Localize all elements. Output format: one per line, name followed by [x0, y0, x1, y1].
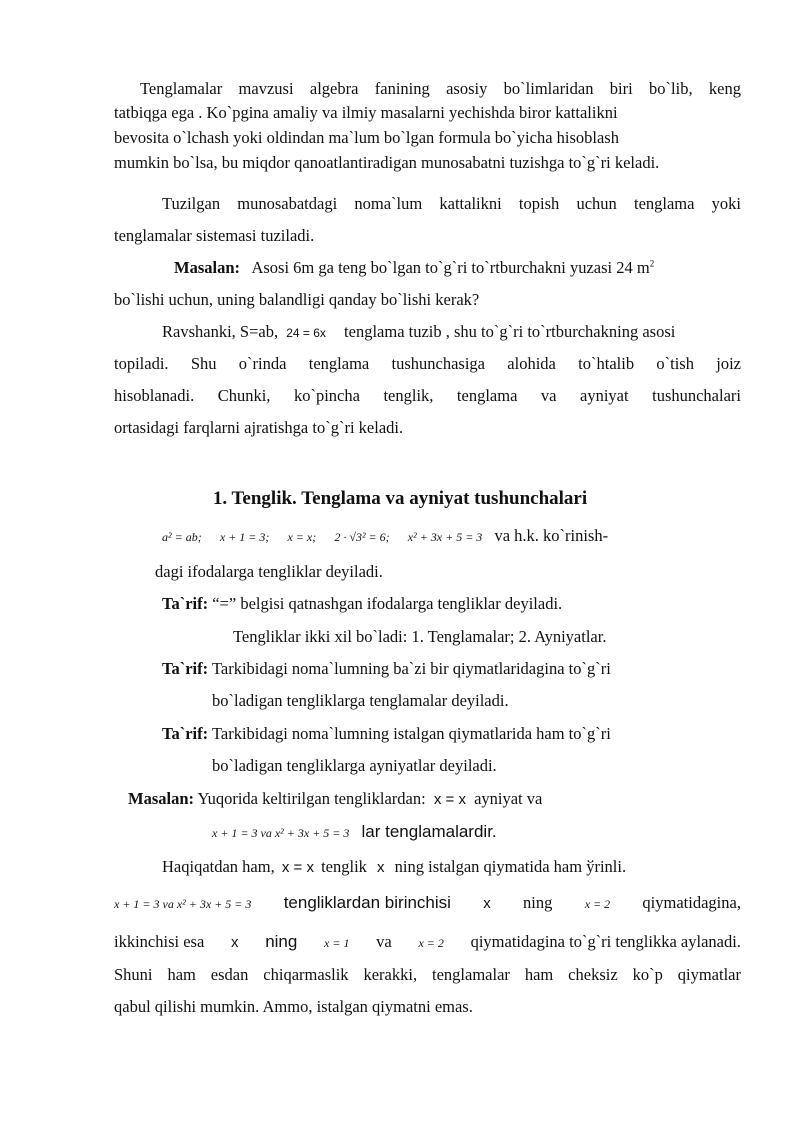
example-problem-line-2: bo`lishi uchun, uning balandligi qanday bo`lishi kerak?	[114, 290, 480, 309]
para4-post: tenglama tuzib , shu to`g`ri to`rtburchakning asosi	[344, 322, 676, 341]
para8-line-1: Shuni ham esdan chiqarmaslik kerakki, tenglamalar ham cheksiz ko`p qiymatlar	[114, 965, 741, 984]
example-2-equations: x + 1 = 3 va x² + 3x + 5 = 3	[212, 826, 350, 840]
example-2-pre: Yuqorida keltirilgan tengliklardan:	[197, 789, 426, 808]
para2-line-2: tenglamalar sistemasi tuziladi.	[114, 226, 315, 245]
para5-line	[162, 857, 741, 878]
definition-2-line-2: bo`ladigan tengliklarga tenglamalar deyiladi.	[212, 691, 509, 710]
section-heading: 1. Tenglik. Tenglama va ayniyat tushunchalari	[212, 488, 588, 509]
para7-x2: x = 2	[418, 936, 444, 950]
example-2-post: ayniyat va	[474, 789, 543, 808]
examples-post: va h.k. ko`rinish-	[494, 526, 609, 545]
para6-t1: tengliklardan birinchisi	[283, 893, 451, 912]
example-2-identity: x = x	[433, 791, 466, 808]
para4-line-4: ortasidagi farqlarni ajratishga to`g`ri keladi.	[114, 418, 404, 437]
para6-line	[114, 893, 741, 914]
example-2-line-2	[212, 822, 741, 843]
para7-t4: qiymatidagina to`g`ri tenglikka aylanadi.	[470, 932, 741, 951]
definition-3-line-1	[162, 724, 741, 744]
para5-var: x	[377, 859, 385, 876]
examples-line-2: dagi ifodalarga tengliklar deyiladi.	[155, 562, 383, 581]
para4-line-3: hisoblanadi. Chunki, ko`pincha tenglik, tenglama va ayniyat tushunchalari	[114, 386, 741, 405]
definition-1-label: Ta`rif:	[162, 594, 209, 613]
para7-t2: ning	[265, 932, 298, 951]
para7-t3: va	[376, 932, 392, 951]
definition-3-text: Tarkibidagi noma`lumning istalgan qiymatlarida ham to`g`ri	[211, 724, 611, 743]
definition-2-label: Ta`rif:	[162, 659, 209, 678]
equality-types: Tengliklar ikki xil bo`ladi: 1. Tenglamalar; 2. Ayniyatlar.	[233, 627, 607, 646]
para8-line-2: qabul qilishi mumkin. Ammo, istalgan qiymatni emas.	[114, 997, 473, 1016]
para5-post: ning istalgan qiymatida ham ўrinli.	[394, 857, 627, 876]
para4-line-2: topiladi. Shu o`rinda tenglama tushunchasiga alohida to`htalib o`tish joiz	[114, 354, 741, 373]
example-problem-line-1	[174, 258, 741, 278]
example-eq-4: 2 · √3² = 6;	[334, 530, 390, 544]
example-2-post2: lar tenglamalardir.	[361, 822, 497, 841]
para7-x1: x = 1	[324, 936, 350, 950]
definition-2-line-1	[162, 659, 741, 679]
equation-24-6x: 24 = 6x	[286, 326, 326, 340]
intro-line-1: Tenglamalar mavzusi algebra fanining asosiy bo`limlaridan biri bo`lib, keng	[140, 79, 741, 98]
para6-var: x	[483, 895, 491, 912]
equality-examples-line	[162, 526, 741, 547]
para6-equations: x + 1 = 3 va x² + 3x + 5 = 3	[114, 897, 252, 911]
example-eq-5: x² + 3x + 5 = 3	[407, 530, 483, 544]
para7-var: x	[230, 934, 239, 951]
para6-t2: ning	[523, 893, 553, 912]
intro-line-4: mumkin bo`lsa, bu miqdor qanoatlantiradigan munosabatni tuzishga to`g`ri keladi.	[114, 153, 660, 172]
definition-1-text: “=” belgisi qatnashgan ifodalarga tengliklar deyiladi.	[212, 594, 563, 613]
example-eq-3: x = x;	[287, 530, 317, 544]
para6-t3: qiymatidagina,	[642, 893, 741, 912]
intro-line-2: tatbiqga ega . Ko`pgina amaliy va ilmiy masalarni yechishda biror kattalikni	[114, 103, 618, 122]
definition-3-line-2: bo`ladigan tengliklarga ayniyatlar deyiladi.	[212, 756, 497, 775]
para7-t1: ikkinchisi esa	[114, 932, 205, 951]
para4-pre: Ravshanki, S=ab,	[162, 322, 279, 341]
para4-line-1	[162, 322, 741, 343]
definition-1	[162, 594, 741, 614]
superscript-2: 2	[649, 258, 655, 269]
example-2-line-1	[128, 789, 741, 810]
para5-identity: x = x	[281, 859, 314, 876]
para7-line	[114, 932, 741, 953]
para5-mid: tenglik	[321, 857, 367, 876]
example-label: Masalan:	[174, 258, 240, 277]
intro-line-3: bevosita o`lchash yoki oldindan ma`lum bo`lgan formula bo`yicha hisoblash	[114, 128, 619, 147]
example-problem-text: Asosi 6m ga teng bo`lgan to`g`ri to`rtburchakni yuzasi 24 m	[251, 258, 650, 277]
para6-x2: x = 2	[584, 897, 611, 911]
para2-line-1: Tuzilgan munosabatdagi noma`lum kattalikni topish uchun tenglama yoki	[162, 194, 741, 213]
example-2-label: Masalan:	[128, 789, 194, 808]
definition-3-label: Ta`rif:	[162, 724, 209, 743]
example-eq-2: x + 1 = 3;	[219, 530, 270, 544]
para5-pre: Haqiqatdan ham,	[162, 857, 275, 876]
example-eq-1: a² = ab;	[162, 530, 202, 544]
definition-2-text: Tarkibidagi noma`lumning ba`zi bir qiymatlaridagina to`g`ri	[211, 659, 611, 678]
